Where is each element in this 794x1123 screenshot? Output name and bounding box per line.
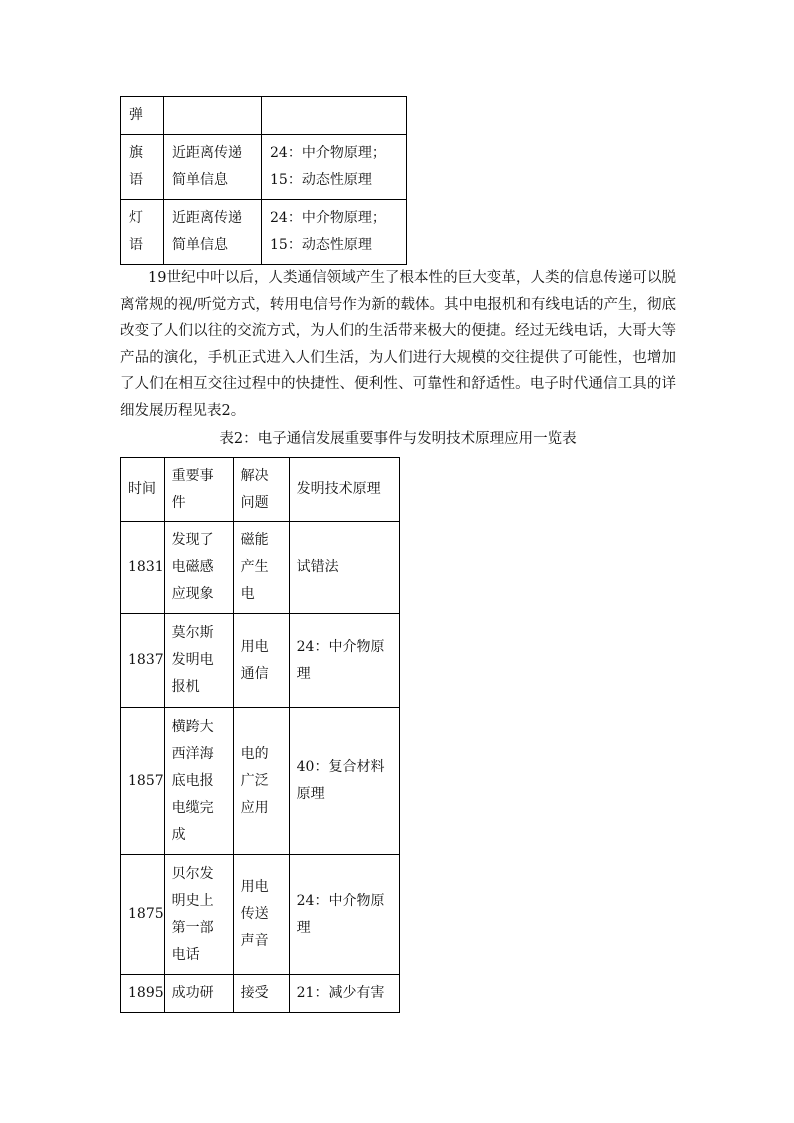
cell-principle: 试错法 [289, 522, 399, 614]
table-cell: 近距离传递 简单信息 [164, 200, 262, 265]
table-row [121, 135, 407, 200]
table-cell: 24：中介物原理； 15：动态性原理 [262, 200, 407, 265]
cell-time: 1837 [121, 614, 165, 708]
table-row [121, 855, 400, 975]
cell-problem: 磁能 产生 电 [233, 522, 289, 614]
header-problem: 解决 问题 [233, 458, 289, 522]
table-row [121, 614, 400, 708]
communication-history-table [120, 457, 400, 1013]
principle-table-part1 [120, 96, 407, 265]
cell-problem: 用电 传送 声音 [233, 855, 289, 975]
cell-principle: 21：减少有害 [289, 975, 399, 1013]
table-cell [164, 97, 262, 135]
cell-time: 1831 [121, 522, 165, 614]
header-principle: 发明技术原理 [289, 458, 399, 522]
table-row [121, 708, 400, 855]
table-caption: 表2：电子通信发展重要事件与发明技术原理应用一览表 [219, 431, 577, 447]
table-cell: 灯 语 [121, 200, 164, 265]
cell-problem: 电的 广泛 应用 [233, 708, 289, 855]
header-time: 时间 [121, 458, 165, 522]
cell-principle: 24：中介物原 理 [289, 855, 399, 975]
cell-time: 1857 [121, 708, 165, 855]
cell-event: 贝尔发 明史上 第一部 电话 [164, 855, 233, 975]
table-row [121, 522, 400, 614]
table-cell: 近距离传递 简单信息 [164, 135, 262, 200]
cell-event: 莫尔斯 发明电 报机 [164, 614, 233, 708]
cell-time: 1895 [121, 975, 165, 1013]
header-event: 重要事 件 [164, 458, 233, 522]
cell-event: 横跨大 西洋海 底电报 电缆完 成 [164, 708, 233, 855]
cell-event: 发现了 电磁感 应现象 [164, 522, 233, 614]
table-cell: 弹 [121, 97, 164, 135]
body-paragraph: 19世纪中叶以后，人类通信领域产生了根本性的巨大变革，人类的信息传递可以脱离常规的视/听觉方式，转用电信号作为新的载体。其中电报机和有线电话的产生，彻底改变了人们以往的交流方式，为人们的生活带来极大的便捷。经过无线电话，大哥大等产品的演化，手机正式进入人们生活，为人们进行大规模的交往提供了可能性，也增加了人们在相互交往过程中的快捷性、便利性、可靠性和舒适性。电子时代通信工具的详细发展历程见表2。 [120, 270, 676, 419]
cell-principle: 24：中介物原 理 [289, 614, 399, 708]
cell-problem: 用电 通信 [233, 614, 289, 708]
cell-principle: 40：复合材料 原理 [289, 708, 399, 855]
table-row [121, 97, 407, 135]
table-row [121, 200, 407, 265]
table-header-row [121, 458, 400, 522]
cell-time: 1875 [121, 855, 165, 975]
cell-event: 成功研 [164, 975, 233, 1013]
table-cell: 旗 语 [121, 135, 164, 200]
table-cell [262, 97, 407, 135]
table-row [121, 975, 400, 1013]
cell-problem: 接受 [233, 975, 289, 1013]
table-cell: 24：中介物原理； 15：动态性原理 [262, 135, 407, 200]
